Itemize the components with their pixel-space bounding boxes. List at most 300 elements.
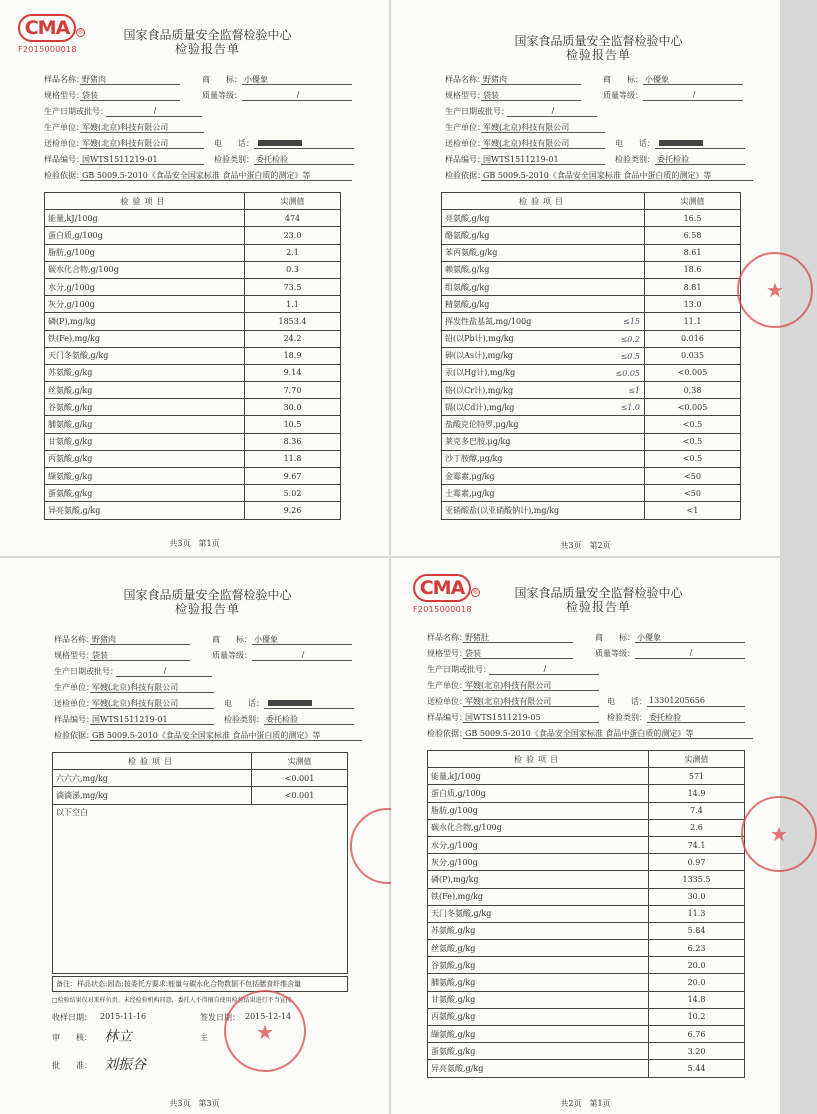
producer-label: 生产单位： xyxy=(427,681,467,690)
item-name: 异亮氨酸,g/kg xyxy=(45,502,245,519)
producer-value: 军嫂(北京)科技有限公司 xyxy=(481,122,605,133)
received-date: 2015-11-16 xyxy=(100,1012,147,1021)
producer-label: 生产单位： xyxy=(44,123,84,132)
producer-value: 军嫂(北京)科技有限公司 xyxy=(80,122,204,133)
report-header xyxy=(391,34,780,62)
item-value: 9.14 xyxy=(245,364,341,381)
trademark-value: 小優象 xyxy=(643,74,743,85)
prod-date-value: / xyxy=(489,664,599,675)
table-row xyxy=(45,278,341,295)
phone-value xyxy=(254,138,354,149)
item-name: 能量,kJ/100g xyxy=(45,210,245,227)
check-type-label: 检验类别： xyxy=(214,155,254,164)
item-value: 2.6 xyxy=(649,819,745,836)
item-name xyxy=(442,382,645,399)
item-value: 73.5 xyxy=(245,278,341,295)
page-footer: 共3页 第1页 xyxy=(169,539,220,548)
table-row xyxy=(45,416,341,433)
col-item-header: 检验项目 xyxy=(442,193,645,210)
spec-label: 规格型号： xyxy=(54,651,94,660)
col-item-header: 检验项目 xyxy=(45,193,245,210)
item-label: 铅(以Pb计),mg/kg xyxy=(445,334,514,344)
cma-code: F2015000018 xyxy=(18,45,77,54)
table-row xyxy=(442,399,741,416)
item-name: 磷(P),mg/kg xyxy=(428,871,649,888)
item-name: 盐酸克伦特罗,μg/kg xyxy=(442,416,645,433)
table-row xyxy=(45,364,341,381)
trademark-value: 小優象 xyxy=(635,632,745,643)
phone-value xyxy=(655,138,745,149)
item-name: 金霉素,μg/kg xyxy=(442,468,645,485)
item-name: 丝氨酸,g/kg xyxy=(428,940,649,957)
table-row xyxy=(45,502,341,519)
table-row xyxy=(442,244,741,261)
trademark-value: 小優象 xyxy=(252,634,352,645)
producer-value: 军嫂(北京)科技有限公司 xyxy=(90,682,214,693)
item-value: 1853.4 xyxy=(245,313,341,330)
trademark-label: 商 标： xyxy=(595,633,635,642)
basis-value: GB 5009.5-2010《食品安全国家标准 食品中蛋白质的测定》等 xyxy=(90,730,362,741)
check-type-value: 委托检验 xyxy=(655,154,745,165)
issued-label: 签发日期： xyxy=(200,1013,240,1022)
table-row xyxy=(428,922,745,939)
official-seal xyxy=(737,252,813,328)
item-value: 20.0 xyxy=(649,957,745,974)
table-row xyxy=(45,227,341,244)
sample-no-label: 样品编号： xyxy=(445,155,485,164)
report-title: 检验报告单 xyxy=(174,42,240,56)
prod-date-value: / xyxy=(106,106,202,117)
results-table xyxy=(441,192,741,520)
cma-code: F2015000018 xyxy=(413,605,472,614)
prod-date-value: / xyxy=(507,106,597,117)
item-value: 0.3 xyxy=(245,261,341,278)
item-name: 谷氨酸,g/kg xyxy=(45,399,245,416)
item-name xyxy=(442,399,645,416)
item-value: 18.9 xyxy=(245,347,341,364)
phone-label: 电 话： xyxy=(607,697,647,706)
col-value-header: 实测值 xyxy=(649,751,745,768)
sample-name-label: 样品名称： xyxy=(445,75,485,84)
results-table xyxy=(52,752,348,805)
prod-date-label: 生产日期或批号： xyxy=(427,665,491,674)
seal-star-icon: ★ xyxy=(770,822,788,846)
item-value: 1335.5 xyxy=(649,871,745,888)
producer-label: 生产单位： xyxy=(54,683,94,692)
item-value: 24.2 xyxy=(245,330,341,347)
center-name: 国家食品质量安全监督检验中心 xyxy=(123,28,292,42)
table-row xyxy=(428,1060,745,1077)
item-value: 6.23 xyxy=(649,940,745,957)
item-name xyxy=(442,313,645,330)
table-row xyxy=(45,433,341,450)
item-name: 土霉素,μg/kg xyxy=(442,485,645,502)
item-name: 脯氨酸,g/kg xyxy=(428,974,649,991)
table-row xyxy=(45,485,341,502)
sample-no-label: 样品编号： xyxy=(427,713,467,722)
item-value: <50 xyxy=(645,485,741,502)
item-value: 9.26 xyxy=(245,502,341,519)
table-row xyxy=(428,785,745,802)
table-row xyxy=(45,347,341,364)
spec-value: 袋装 xyxy=(90,650,190,661)
item-value: 13.0 xyxy=(645,296,741,313)
item-name: 能量,kJ/100g xyxy=(428,768,649,785)
redacted-phone xyxy=(659,140,703,146)
grade-value: / xyxy=(252,650,352,661)
center-name: 国家食品质量安全监督检验中心 xyxy=(514,34,683,48)
item-name: 酪氨酸,g/kg xyxy=(442,227,645,244)
page-footer: 共3页 第3页 xyxy=(169,1099,220,1108)
table-row xyxy=(428,974,745,991)
table-row xyxy=(45,468,341,485)
check-type-label: 检验类别： xyxy=(224,715,264,724)
item-value: 14.8 xyxy=(649,991,745,1008)
phone-value xyxy=(264,698,354,709)
table-row xyxy=(45,313,341,330)
basis-label: 检验依据： xyxy=(445,171,485,180)
basis-value: GB 5009.5-2010《食品安全国家标准 食品中蛋白质的测定》等 xyxy=(481,170,753,181)
item-name: 精氨酸,g/kg xyxy=(442,296,645,313)
item-name: 蛋白质,g/100g xyxy=(428,785,649,802)
report-header xyxy=(0,588,389,616)
item-value: 0.38 xyxy=(645,382,741,399)
table-row xyxy=(428,940,745,957)
approver-signature: 刘振谷 xyxy=(104,1057,146,1073)
official-seal xyxy=(224,990,306,1072)
sample-name-label: 样品名称： xyxy=(54,635,94,644)
sample-info xyxy=(445,70,756,182)
item-value: 8.36 xyxy=(245,433,341,450)
sample-no-label: 样品编号： xyxy=(44,155,84,164)
table-row xyxy=(428,1026,745,1043)
prod-date-label: 生产日期或批号： xyxy=(44,107,108,116)
item-name xyxy=(442,364,645,381)
item-name: 蛋氨酸,g/kg xyxy=(428,1043,649,1060)
redacted-phone xyxy=(258,140,302,146)
check-type-value: 委托检验 xyxy=(647,712,745,723)
item-value: 0.035 xyxy=(645,347,741,364)
table-row xyxy=(428,888,745,905)
col-value-header: 实测值 xyxy=(245,193,341,210)
page-footer: 共2页 第1页 xyxy=(560,1099,611,1108)
item-name: 脂肪,g/100g xyxy=(428,802,649,819)
item-value: 74.1 xyxy=(649,836,745,853)
item-value: 18.6 xyxy=(645,261,741,278)
col-value-header: 实测值 xyxy=(645,193,741,210)
grade-value: / xyxy=(643,90,743,101)
item-name: 沙丁胺醇,μg/kg xyxy=(442,450,645,467)
table-row xyxy=(428,1043,745,1060)
registered-icon: ® xyxy=(472,589,479,596)
check-type-label: 检验类别： xyxy=(607,713,647,722)
table-row xyxy=(45,210,341,227)
item-name: 赖氨酸,g/kg xyxy=(442,261,645,278)
item-name: 滴滴涕,mg/kg xyxy=(53,787,252,804)
item-name: 蛋氨酸,g/kg xyxy=(45,485,245,502)
table-row xyxy=(442,227,741,244)
sample-no-value: 国WTS1511219-01 xyxy=(481,154,605,165)
phone-label: 电 话： xyxy=(214,139,254,148)
spec-value: 袋装 xyxy=(481,90,581,101)
item-value: 10.2 xyxy=(649,1008,745,1025)
sample-no-label: 样品编号： xyxy=(54,715,94,724)
item-label: 铬(以Cr计),mg/kg xyxy=(445,385,514,395)
trademark-value: 小優象 xyxy=(242,74,352,85)
item-name: 丙氨酸,g/kg xyxy=(428,1008,649,1025)
center-name: 国家食品质量安全监督检验中心 xyxy=(123,588,292,602)
item-name: 碳水化合物,g/100g xyxy=(428,819,649,836)
table-row xyxy=(428,1008,745,1025)
col-value-header: 实测值 xyxy=(252,753,348,770)
item-value: 5.02 xyxy=(245,485,341,502)
sender-value: 军嫂(北京)科技有限公司 xyxy=(80,138,204,149)
grade-value: / xyxy=(635,648,745,659)
report-page-4 xyxy=(391,558,788,1114)
item-value: 6.76 xyxy=(649,1026,745,1043)
handwritten-limit-note: ≤0.5 xyxy=(620,351,640,361)
trademark-label: 商 标： xyxy=(603,75,643,84)
check-type-value: 委托检验 xyxy=(264,714,354,725)
item-name: 六六六,mg/kg xyxy=(53,770,252,787)
item-name: 缬氨酸,g/kg xyxy=(45,468,245,485)
sender-label: 送检单位： xyxy=(445,139,485,148)
item-value: 6.58 xyxy=(645,227,741,244)
results-table xyxy=(44,192,341,520)
item-value: 7.4 xyxy=(649,802,745,819)
table-row xyxy=(45,261,341,278)
table-row xyxy=(428,819,745,836)
handwritten-limit-note: ≤1.0 xyxy=(620,403,640,413)
basis-label: 检验依据： xyxy=(54,731,94,740)
prod-date-label: 生产日期或批号： xyxy=(445,107,509,116)
table-row xyxy=(428,957,745,974)
report-title: 检验报告单 xyxy=(174,602,240,616)
item-name: 亚硝酸盐(以亚硝酸钠计),mg/kg xyxy=(442,502,645,519)
table-row xyxy=(45,382,341,399)
table-row xyxy=(442,468,741,485)
sample-name-value: 野猪肉 xyxy=(481,74,581,85)
item-name: 亮氨酸,g/kg xyxy=(442,210,645,227)
sample-info xyxy=(44,70,365,182)
report-title: 检验报告单 xyxy=(565,600,631,614)
item-name: 铁(Fe),mg/kg xyxy=(45,330,245,347)
item-value: 30.0 xyxy=(649,888,745,905)
sample-no-value: 国WTS1511219-01 xyxy=(80,154,204,165)
sample-name-label: 样品名称： xyxy=(44,75,84,84)
spec-label: 规格型号： xyxy=(445,91,485,100)
trademark-label: 商 标： xyxy=(202,75,242,84)
item-value: 8.81 xyxy=(645,278,741,295)
table-row xyxy=(45,330,341,347)
table-row xyxy=(428,905,745,922)
item-value: <0.001 xyxy=(252,770,348,787)
phone-label: 电 话： xyxy=(224,699,264,708)
grade-label: 质量等级： xyxy=(595,649,635,658)
sample-info xyxy=(427,628,756,740)
item-name: 莱克多巴胺,μg/kg xyxy=(442,433,645,450)
item-value: 14.9 xyxy=(649,785,745,802)
table-row xyxy=(442,330,741,347)
report-header xyxy=(391,586,780,614)
item-value: <1 xyxy=(645,502,741,519)
item-name: 苏氨酸,g/kg xyxy=(428,922,649,939)
basis-label: 检验依据： xyxy=(44,171,84,180)
registered-icon: ® xyxy=(77,29,84,36)
item-name: 甘氨酸,g/kg xyxy=(428,991,649,1008)
sender-value: 军嫂(北京)科技有限公司 xyxy=(90,698,214,709)
grade-label: 质量等级： xyxy=(212,651,252,660)
item-name xyxy=(442,330,645,347)
sender-label: 送检单位： xyxy=(427,697,467,706)
redacted-phone xyxy=(268,700,312,706)
report-title: 检验报告单 xyxy=(565,48,631,62)
item-name: 苯丙氨酸,g/kg xyxy=(442,244,645,261)
below-blank-text: 以下空白 xyxy=(56,808,88,817)
disclaimer: □检验结果仅对来样负责。未经检验机构同意，委托人不得擅自使用检验结果进行不当宣传。 xyxy=(52,997,298,1004)
spec-label: 规格型号： xyxy=(427,649,467,658)
item-name: 天门冬氨酸,g/kg xyxy=(428,905,649,922)
table-row xyxy=(428,768,745,785)
table-row xyxy=(428,991,745,1008)
prod-date-label: 生产日期或批号： xyxy=(54,667,118,676)
item-value: <0.5 xyxy=(645,450,741,467)
col-item-header: 检验项目 xyxy=(428,751,649,768)
cma-mark: CMA xyxy=(18,14,76,42)
table-row xyxy=(442,433,741,450)
item-name xyxy=(442,347,645,364)
item-value: 0.016 xyxy=(645,330,741,347)
table-row xyxy=(442,364,741,381)
report-page-2 xyxy=(391,0,784,556)
item-value: 11.3 xyxy=(649,905,745,922)
item-name: 灰分,g/100g xyxy=(428,854,649,871)
item-value: 8.61 xyxy=(645,244,741,261)
item-value: 5.44 xyxy=(649,1060,745,1077)
item-value: 11.8 xyxy=(245,450,341,467)
received-label: 收样日期： xyxy=(52,1013,92,1022)
item-name: 铁(Fe),mg/kg xyxy=(428,888,649,905)
table-row xyxy=(442,485,741,502)
item-value: <0.001 xyxy=(252,787,348,804)
item-value: 5.84 xyxy=(649,922,745,939)
report-page-3 xyxy=(0,558,389,1114)
table-row xyxy=(442,296,741,313)
item-value: 2.1 xyxy=(245,244,341,261)
item-name: 苏氨酸,g/kg xyxy=(45,364,245,381)
item-name: 丝氨酸,g/kg xyxy=(45,382,245,399)
item-value: 23.0 xyxy=(245,227,341,244)
item-name: 灰分,g/100g xyxy=(45,296,245,313)
item-value: 3.20 xyxy=(649,1043,745,1060)
table-row xyxy=(45,296,341,313)
phone-label: 电 话： xyxy=(615,139,655,148)
item-name: 脂肪,g/100g xyxy=(45,244,245,261)
table-row xyxy=(442,347,741,364)
col-item-header: 检验项目 xyxy=(53,753,252,770)
chief-label: 主 xyxy=(200,1033,208,1042)
grade-value: / xyxy=(242,90,352,101)
table-row xyxy=(442,416,741,433)
table-row xyxy=(53,770,348,787)
table-row xyxy=(442,261,741,278)
check-type-label: 检验类别： xyxy=(615,155,655,164)
page-footer: 共3页 第2页 xyxy=(560,541,611,550)
sample-name-value: 野猪肉 xyxy=(90,634,190,645)
sample-name-label: 样品名称： xyxy=(427,633,467,642)
table-row xyxy=(428,854,745,871)
item-value: 16.5 xyxy=(645,210,741,227)
producer-label: 生产单位： xyxy=(445,123,485,132)
item-label: 汞(以Hg计),mg/kg xyxy=(445,368,516,378)
item-name: 水分,g/100g xyxy=(45,278,245,295)
phone-value: 13301205656 xyxy=(647,696,745,707)
table-row xyxy=(428,802,745,819)
item-value: 7.70 xyxy=(245,382,341,399)
item-value: 11.1 xyxy=(645,313,741,330)
item-name: 天门冬氨酸,g/kg xyxy=(45,347,245,364)
grade-label: 质量等级： xyxy=(202,91,242,100)
item-name: 脯氨酸,g/kg xyxy=(45,416,245,433)
report-page-1 xyxy=(0,0,389,556)
item-label: 镉(以Cd计),mg/kg xyxy=(445,402,515,412)
item-value: <0.5 xyxy=(645,433,741,450)
item-name: 蛋白质,g/100g xyxy=(45,227,245,244)
issued-date: 2015-12-14 xyxy=(245,1012,292,1021)
table-row xyxy=(428,871,745,888)
handwritten-limit-note: ≤0.05 xyxy=(615,368,640,378)
basis-label: 检验依据： xyxy=(427,729,467,738)
sample-name-value: 野猪肚 xyxy=(463,632,573,643)
sender-label: 送检单位： xyxy=(54,699,94,708)
sample-no-value: 国WTS1511219-01 xyxy=(90,714,214,725)
item-name: 异亮氨酸,g/kg xyxy=(428,1060,649,1077)
item-name: 水分,g/100g xyxy=(428,836,649,853)
spec-label: 规格型号： xyxy=(44,91,84,100)
sender-label: 送检单位： xyxy=(44,139,84,148)
basis-value: GB 5009.5-2010《食品安全国家标准 食品中蛋白质的测定》等 xyxy=(80,170,352,181)
item-value: <0.5 xyxy=(645,416,741,433)
item-name: 丙氨酸,g/kg xyxy=(45,450,245,467)
table-row xyxy=(442,210,741,227)
item-name: 磷(P),mg/kg xyxy=(45,313,245,330)
sample-name-value: 野猪肉 xyxy=(80,74,180,85)
basis-value: GB 5009.5-2010《食品安全国家标准 食品中蛋白质的测定》等 xyxy=(463,728,753,739)
seal-star-icon: ★ xyxy=(766,278,784,302)
official-seal xyxy=(741,796,817,872)
seal-star-icon: ★ xyxy=(256,1020,274,1044)
table-row xyxy=(442,382,741,399)
table-row xyxy=(53,787,348,804)
item-value: 30.0 xyxy=(245,399,341,416)
item-value: <50 xyxy=(645,468,741,485)
item-value: 571 xyxy=(649,768,745,785)
item-value: <0.005 xyxy=(645,399,741,416)
item-label: 挥发性盐基氮,mg/100g xyxy=(445,316,532,326)
check-type-value: 委托检验 xyxy=(254,154,354,165)
item-label: 砷(以As计),mg/kg xyxy=(445,351,514,361)
handwritten-limit-note: ≤1 xyxy=(628,386,640,396)
item-value: 1.1 xyxy=(245,296,341,313)
sender-value: 军嫂(北京)科技有限公司 xyxy=(463,696,599,707)
table-row xyxy=(442,313,741,330)
sample-no-value: 国WTS1511219-05 xyxy=(463,712,599,723)
reviewer-label: 审 核： xyxy=(52,1033,92,1042)
item-value: <0.005 xyxy=(645,364,741,381)
item-name: 甘氨酸,g/kg xyxy=(45,433,245,450)
table-row xyxy=(442,278,741,295)
remark: 备注：样品状态:固态;按委托方要求:能量与碳水化合物数据不包括膳食纤维含量 xyxy=(52,976,348,992)
